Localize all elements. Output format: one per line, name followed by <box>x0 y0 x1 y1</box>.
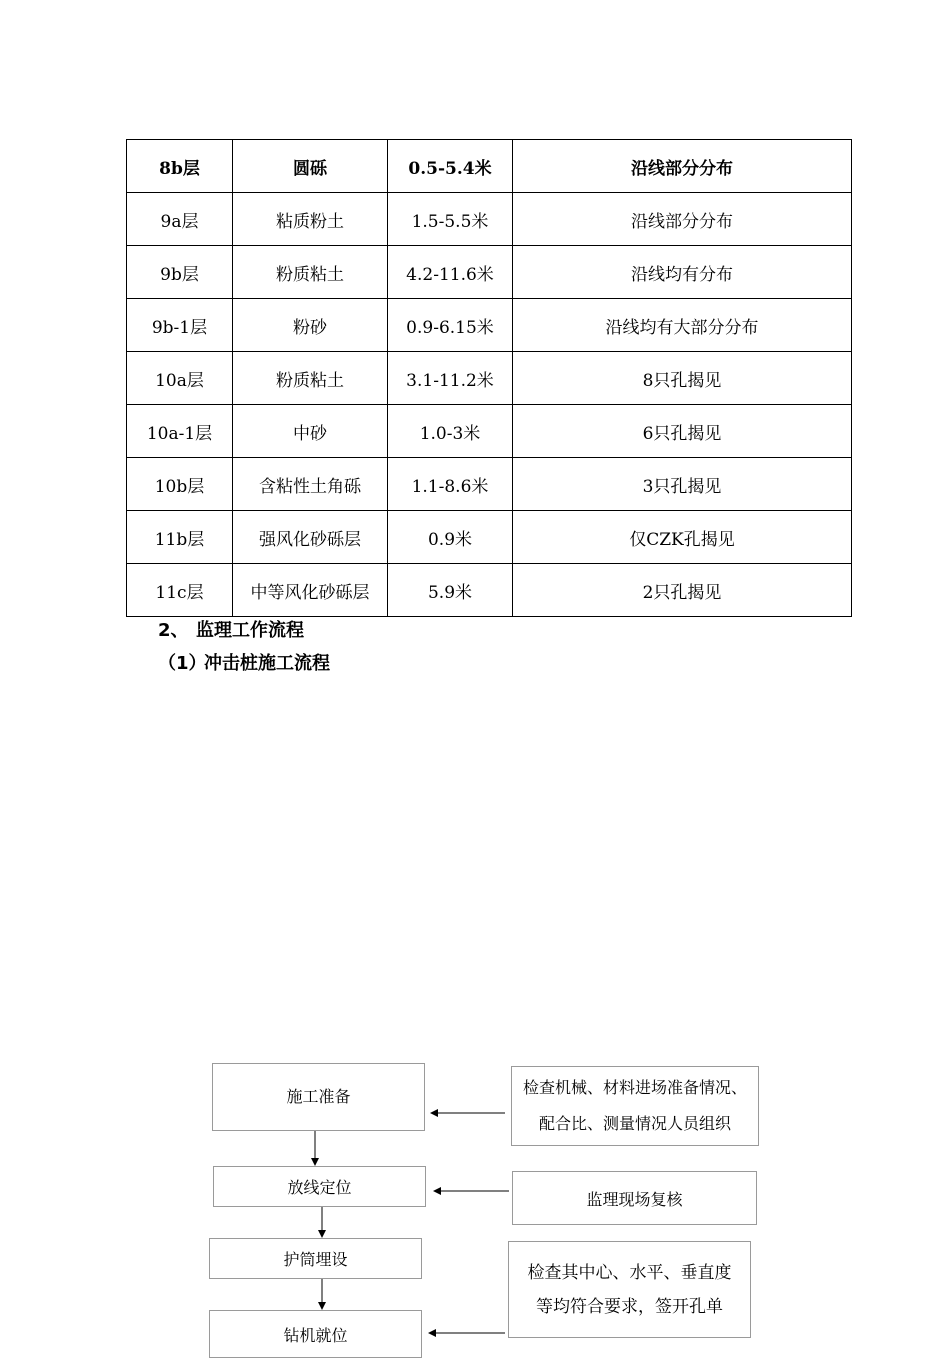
flow-step-rig-position <box>209 1310 422 1358</box>
distribution-cell: 2只孔揭见 <box>513 564 852 617</box>
thickness-cell: 1.5-5.5米 <box>388 193 513 246</box>
distribution-cell: 沿线部分分布 <box>513 140 852 193</box>
note-line: 检查其中心、水平、垂直度 <box>527 1262 732 1283</box>
distribution-cell: 仅CZK孔揭见 <box>513 511 852 564</box>
layer-cell: 10b层 <box>127 458 233 511</box>
distribution-cell: 沿线均有大部分分布 <box>513 299 852 352</box>
thickness-cell: 1.1-8.6米 <box>388 458 513 511</box>
thickness-cell: 5.9米 <box>388 564 513 617</box>
soil-cell: 中砂 <box>233 405 388 458</box>
soil-cell: 中等风化砂砾层 <box>233 564 388 617</box>
soil-cell: 粉质粘土 <box>233 352 388 405</box>
thickness-cell: 3.1-11.2米 <box>388 352 513 405</box>
flow-step-preparation <box>212 1063 425 1131</box>
supervision-note-casing <box>508 1241 751 1338</box>
subsection-title: 冲击桩施工流程 <box>204 653 330 674</box>
soil-cell: 强风化砂砾层 <box>233 511 388 564</box>
flow-step-label: 护筒埋设 <box>283 1250 348 1269</box>
layer-cell: 10a层 <box>127 352 233 405</box>
section-title: 监理工作流程 <box>196 620 304 641</box>
flow-step-casing <box>209 1238 422 1279</box>
layer-cell: 9b层 <box>127 246 233 299</box>
flow-step-label: 放线定位 <box>287 1178 352 1197</box>
layer-cell: 11c层 <box>127 564 233 617</box>
soil-cell: 圆砾 <box>233 140 388 193</box>
distribution-cell: 沿线部分分布 <box>513 193 852 246</box>
flow-step-label: 钻机就位 <box>283 1326 348 1345</box>
section-number: 2、 <box>158 620 189 641</box>
layer-cell: 11b层 <box>127 511 233 564</box>
distribution-cell: 3只孔揭见 <box>513 458 852 511</box>
layer-cell: 8b层 <box>127 140 233 193</box>
note-line: 配合比、测量情况人员组织 <box>538 1114 731 1133</box>
subsection-number: （1） <box>158 653 207 674</box>
soil-cell: 粉砂 <box>233 299 388 352</box>
distribution-cell: 沿线均有分布 <box>513 246 852 299</box>
note-line: 等均符合要求，签开孔单 <box>536 1296 723 1317</box>
note-line: 监理现场复核 <box>586 1189 683 1209</box>
thickness-cell: 1.0-3米 <box>388 405 513 458</box>
supervision-note-preparation <box>511 1066 759 1146</box>
layer-cell: 9b-1层 <box>127 299 233 352</box>
supervision-note-layout <box>512 1171 757 1225</box>
distribution-cell: 6只孔揭见 <box>513 405 852 458</box>
layer-cell: 9a层 <box>127 193 233 246</box>
distribution-cell: 8只孔揭见 <box>513 352 852 405</box>
soil-cell: 粘质粉土 <box>233 193 388 246</box>
thickness-cell: 0.9米 <box>388 511 513 564</box>
flow-step-label: 施工准备 <box>286 1087 351 1106</box>
soil-cell: 粉质粘土 <box>233 246 388 299</box>
thickness-cell: 4.2-11.6米 <box>388 246 513 299</box>
layer-cell: 10a-1层 <box>127 405 233 458</box>
thickness-cell: 0.5-5.4米 <box>388 140 513 193</box>
flow-step-layout <box>213 1166 426 1207</box>
soil-cell: 含粘性土角砾 <box>233 458 388 511</box>
thickness-cell: 0.9-6.15米 <box>388 299 513 352</box>
note-line: 检查机械、材料进场准备情况、 <box>522 1078 747 1097</box>
